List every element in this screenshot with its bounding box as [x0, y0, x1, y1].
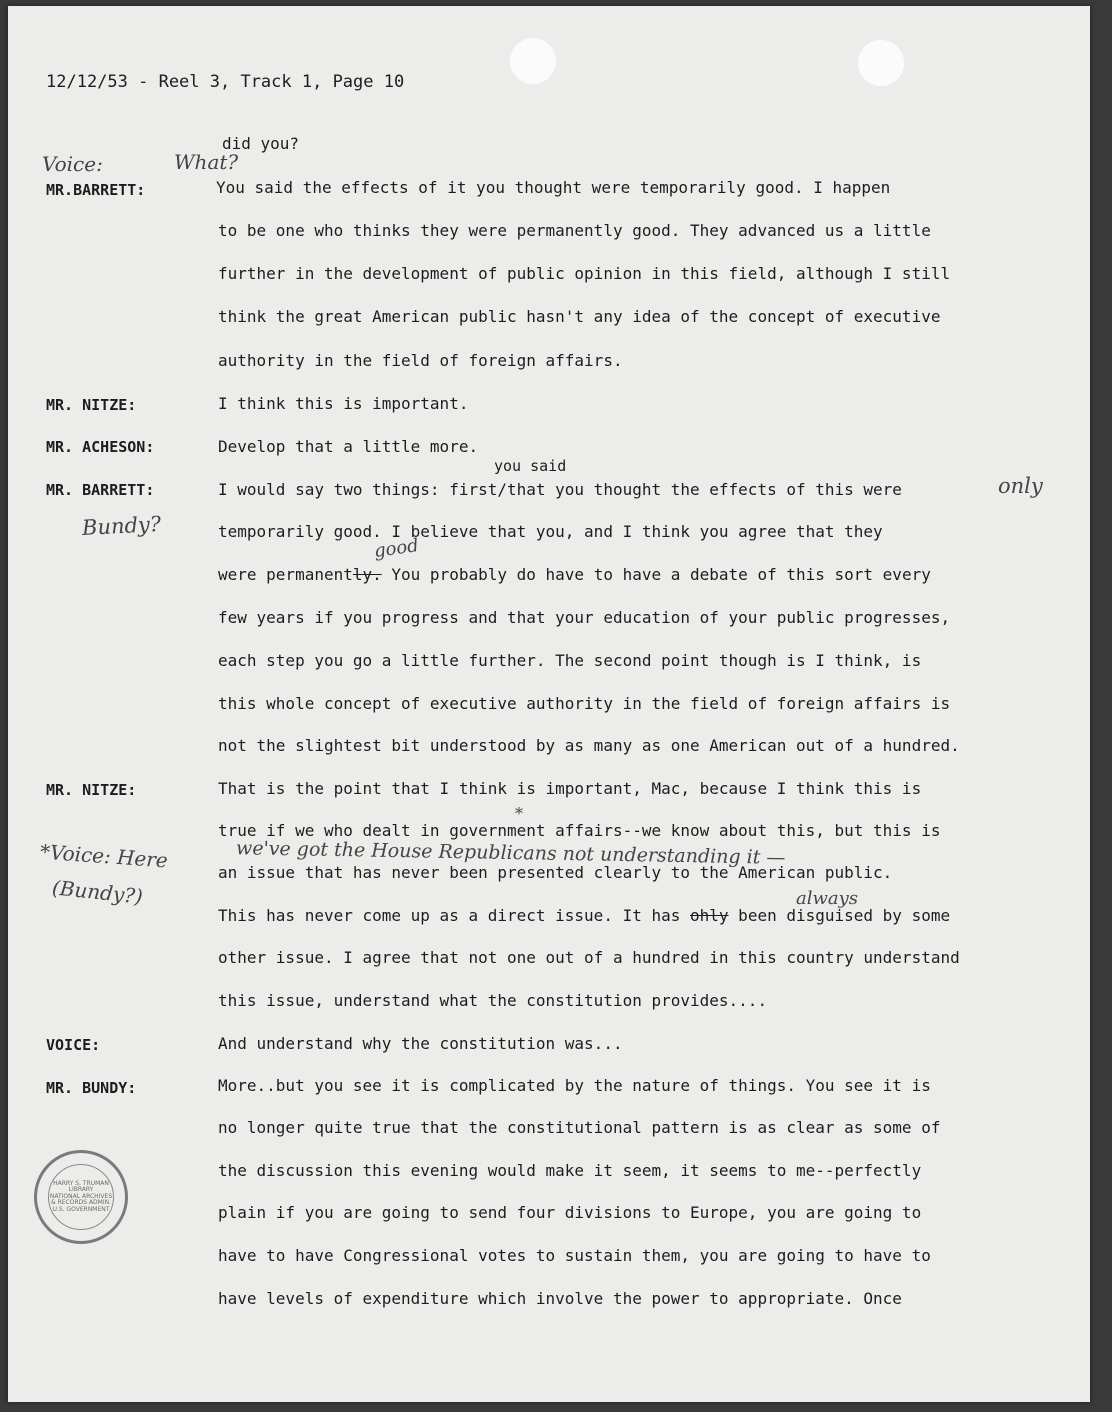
stamp-middle-text: NATIONAL ARCHIVES & RECORDS ADMIN.: [49, 1192, 113, 1207]
transcript-text: been disguised by some: [728, 906, 951, 925]
transcript-line: the discussion this evening would make it seem, it seems to me--perfectly: [218, 1161, 922, 1180]
stamp-top-text: HARRY S. TRUMAN LIBRARY: [53, 1179, 109, 1194]
transcript-line: true if we who dealt in government affairs--we know about this, but this is: [218, 821, 941, 840]
transcript-line: to be one who thinks they were permanently good. They advanced us a little: [218, 221, 931, 240]
transcript-text: You probably do have to have a debate of this sort every: [381, 565, 931, 584]
transcript-line: And understand why the constitution was...: [218, 1034, 623, 1053]
transcript-line: few years if you progress and that your education of your public progresses,: [218, 608, 951, 627]
punch-hole-right: [858, 40, 904, 86]
handwritten-note: Bundy?: [81, 511, 162, 541]
handwritten-note: What?: [174, 150, 239, 174]
archive-stamp: [34, 1150, 128, 1244]
handwritten-note: we've got the House Republicans not understanding it —: [235, 837, 786, 869]
struck-text: ly.: [352, 565, 382, 584]
transcript-line: That is the point that I think is important, Mac, because I think this is: [218, 779, 922, 798]
transcript-line: You said the effects of it you thought were temporarily good. I happen: [216, 178, 891, 197]
transcript-line: each step you go a little further. The second point though is I think, is: [218, 651, 922, 670]
transcript-line: no longer quite true that the constitutional pattern is as clear as some of: [218, 1118, 941, 1137]
transcript-line: have levels of expenditure which involve the power to appropriate. Once: [218, 1289, 902, 1308]
transcript-text: were permanent: [218, 565, 353, 584]
stamp-bottom-text: U.S. GOVERNMENT: [52, 1205, 110, 1213]
document-page: [8, 6, 1090, 1402]
transcript-line: did you?: [222, 134, 300, 153]
page-header: 12/12/53 - Reel 3, Track 1, Page 10: [46, 72, 405, 92]
handwritten-note: good: [372, 534, 420, 563]
speaker-label: MR. BARRETT:: [46, 481, 155, 499]
transcript-line: further in the development of public opinion in this field, although I still: [218, 264, 951, 283]
transcript-line: plain if you are going to send four divisions to Europe, you are going to: [218, 1203, 922, 1222]
transcript-line: More..but you see it is complicated by the nature of things. You see it is: [218, 1076, 931, 1095]
handwritten-note: *Voice: Here: [39, 839, 169, 873]
transcript-line: authority in the field of foreign affairs.: [218, 351, 623, 370]
transcript-line: have to have Congressional votes to sustain them, you are going to have to: [218, 1246, 931, 1265]
transcript-text: This has never come up as a direct issue. It has: [218, 906, 691, 925]
struck-text: ohly: [690, 906, 729, 925]
speaker-label: MR. NITZE:: [46, 396, 137, 414]
handwritten-note: *: [515, 804, 523, 823]
transcript-line: I would say two things: first/that you thought the effects of this were: [218, 480, 902, 499]
transcript-line: [218, 565, 931, 584]
transcript-line: temporarily good. I believe that you, and I think you agree that they: [218, 522, 883, 541]
transcript-line: Develop that a little more.: [218, 437, 479, 456]
speaker-label: VOICE:: [46, 1036, 101, 1054]
speaker-label: MR. ACHESON:: [46, 438, 155, 456]
transcript-line: this whole concept of executive authority in the field of foreign affairs is: [218, 694, 951, 713]
transcript-line: an issue that has never been presented clearly to the American public.: [218, 863, 893, 882]
handwritten-note: only: [998, 474, 1043, 498]
transcript-line: I think this is important.: [218, 394, 469, 413]
transcript-line: this issue, understand what the constitution provides....: [218, 991, 768, 1010]
punch-hole-left: [510, 38, 556, 84]
speaker-label: MR. NITZE:: [46, 781, 137, 799]
archive-stamp-text: [48, 1164, 114, 1230]
speaker-label: MR. BUNDY:: [46, 1079, 137, 1097]
transcript-line: other issue. I agree that not one out of a hundred in this country understand: [218, 948, 960, 967]
speaker-label: MR.BARRETT:: [46, 181, 146, 199]
typed-insertion: you said: [494, 457, 567, 475]
transcript-line: think the great American public hasn't any idea of the concept of executive: [218, 307, 941, 326]
handwritten-note: Voice:: [42, 152, 103, 176]
transcript-line: not the slightest bit understood by as many as one American out of a hundred.: [218, 736, 960, 755]
handwritten-note: (Bundy?): [50, 875, 144, 909]
handwritten-note: always: [796, 888, 859, 909]
